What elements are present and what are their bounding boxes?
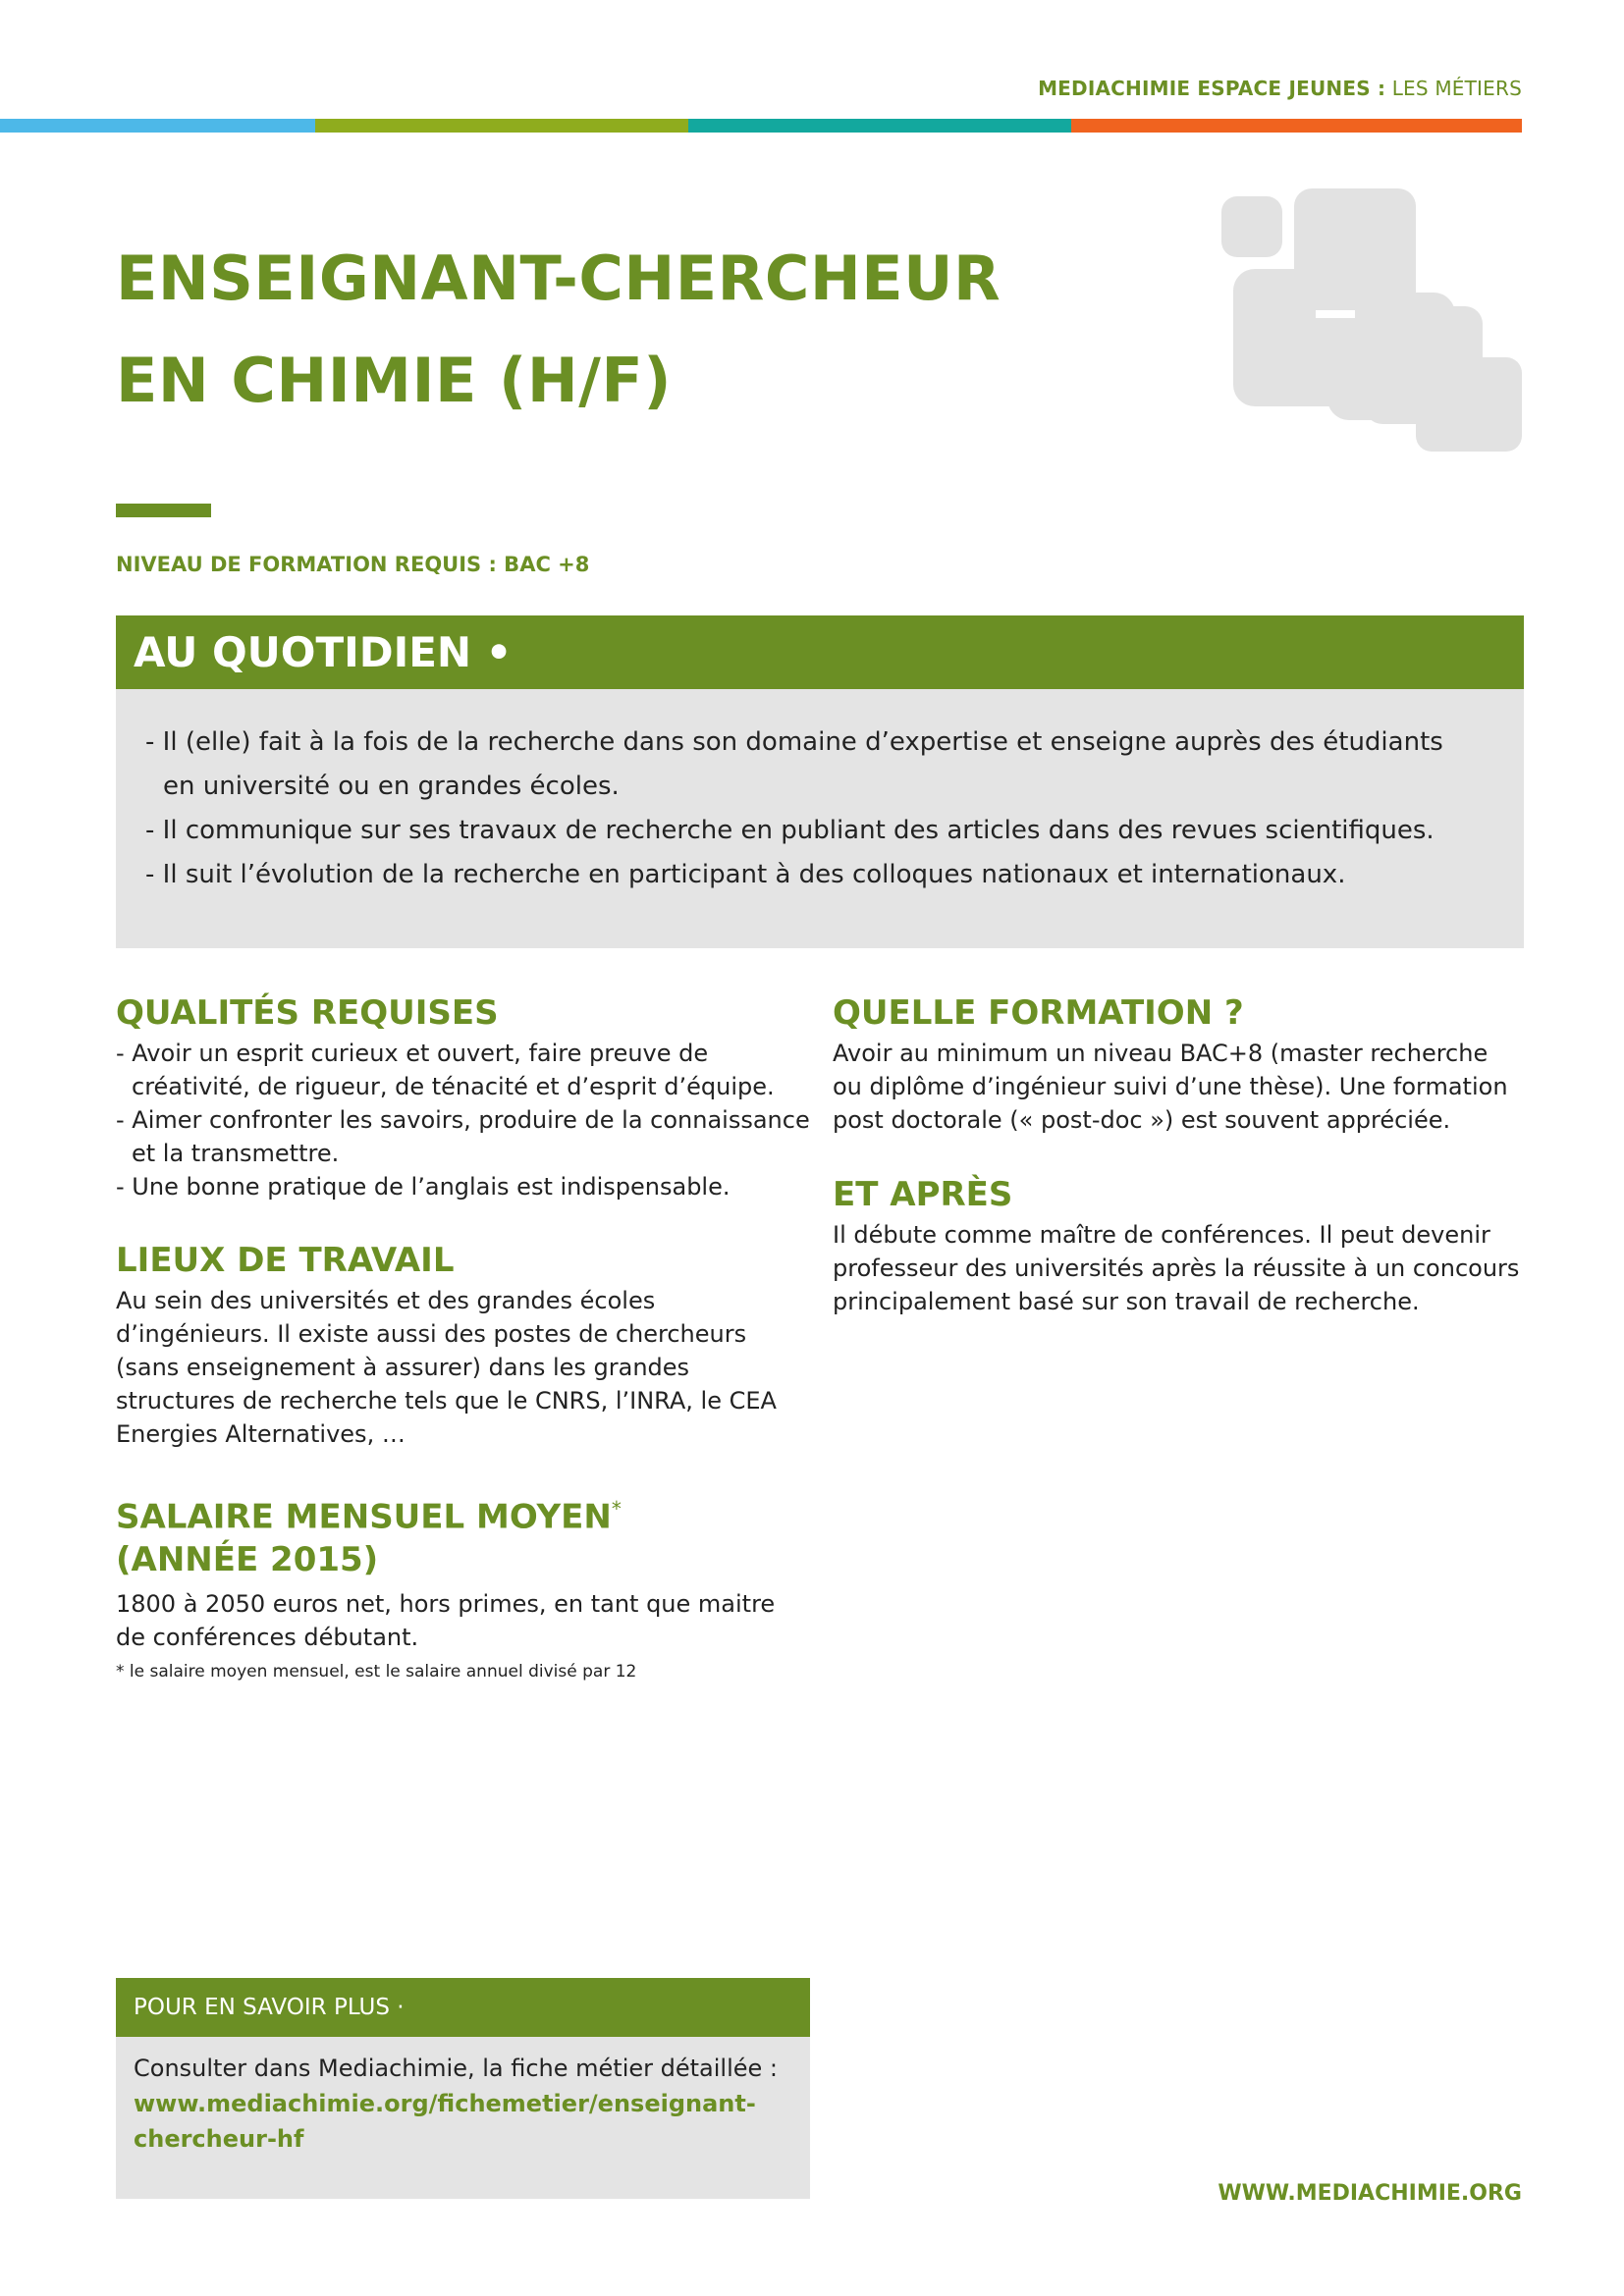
qualites-heading: QUALITÉS REQUISES: [116, 993, 499, 1033]
stripe-blue: [0, 119, 315, 133]
formation-text: Avoir au minimum un niveau BAC+8 (master recherche ou diplôme d’ingénieur suivi d’une thèse). Une formation post doctorale (« post-doc ») est souvent appréciée.: [833, 1040, 1508, 1134]
salaire-heading: [116, 1487, 803, 1581]
salaire-heading-line-2: (ANNÉE 2015): [116, 1540, 379, 1580]
salaire-text: 1800 à 2050 euros net, hors primes, en tant que maitre de conférences débutant.: [116, 1590, 776, 1652]
au-quotidien-list: [145, 721, 1455, 897]
list-item: - Une bonne pratique de l’anglais est indispensable.: [116, 1170, 813, 1203]
lieux-text: Au sein des universités et des grandes écoles d’ingénieurs. Il existe aussi des postes de chercheurs (sans enseignement à assurer) dans les grandes structures de recherche tels que le CNRS, l’INRA, le CEA Energies Alternatives, …: [116, 1287, 777, 1448]
title-underline-bar: [116, 504, 211, 517]
header-tag: [1038, 77, 1522, 100]
salaire-footnote: * le salaire moyen mensuel, est le salaire annuel divisé par 12: [116, 1662, 637, 1682]
apres-section: [833, 1173, 1520, 1318]
salaire-heading-line-1: SALAIRE MENSUEL MOYEN: [116, 1497, 612, 1537]
lieux-heading: LIEUX DE TRAVAIL: [116, 1241, 455, 1280]
niveau-formation: NIVEAU DE FORMATION REQUIS : BAC +8: [116, 553, 590, 576]
lieux-section: [116, 1239, 803, 1451]
footer-url[interactable]: WWW.MEDIACHIMIE.ORG: [1218, 2181, 1522, 2206]
savoir-plus-panel: [116, 2037, 810, 2199]
page-title: [116, 228, 1001, 432]
qualites-section: [116, 991, 813, 1203]
formation-heading: QUELLE FORMATION ?: [833, 993, 1244, 1033]
fiche-metier-link[interactable]: [134, 2086, 792, 2157]
header-section: LES MÉTIERS: [1391, 77, 1522, 100]
au-quotidien-panel: [116, 689, 1524, 948]
header-brand: MEDIACHIMIE ESPACE JEUNES :: [1038, 77, 1386, 100]
savoir-plus-heading: POUR EN SAVOIR PLUS ·: [116, 1978, 810, 2037]
qualites-list: [116, 1037, 813, 1203]
stripe-teal: [688, 119, 1071, 133]
fiche-metier-link-line-2: chercheur-hf: [134, 2125, 304, 2153]
title-line-2: EN CHIMIE (H/F): [116, 345, 673, 416]
list-item: - Il suit l’évolution de la recherche en participant à des colloques nationaux et internationaux.: [145, 853, 1455, 897]
stripe-orange: [1071, 119, 1522, 133]
list-item: - Aimer confronter les savoirs, produire de la connaissance et la transmettre.: [116, 1103, 813, 1170]
apres-text: Il débute comme maître de conférences. Il peut devenir professeur des universités après la réussite à un concours principalement basé sur son travail de recherche.: [833, 1221, 1520, 1315]
title-line-1: ENSEIGNANT-CHERCHEUR: [116, 242, 1001, 314]
stripe-green: [315, 119, 688, 133]
fiche-metier-link-line-1: www.mediachimie.org/fichemetier/enseignant-: [134, 2090, 756, 2117]
formation-section: [833, 991, 1520, 1137]
decor-shapes: [1221, 188, 1522, 452]
list-item: - Avoir un esprit curieux et ouvert, faire preuve de créativité, de rigueur, de ténacité et d’esprit d’équipe.: [116, 1037, 813, 1103]
au-quotidien-heading: AU QUOTIDIEN •: [116, 615, 1524, 689]
savoir-plus-intro: Consulter dans Mediachimie, la fiche métier détaillée :: [134, 2055, 778, 2082]
list-item: - Il communique sur ses travaux de recherche en publiant des articles dans des revues scientifiques.: [145, 809, 1455, 853]
salaire-heading-star: *: [611, 1497, 622, 1521]
list-item: - Il (elle) fait à la fois de la recherche dans son domaine d’expertise et enseigne auprès des étudiants en université ou en grandes écoles.: [145, 721, 1455, 809]
salaire-section: [116, 1487, 803, 1683]
decorative-squares-graphic: [1218, 185, 1527, 454]
apres-heading: ET APRÈS: [833, 1175, 1013, 1214]
